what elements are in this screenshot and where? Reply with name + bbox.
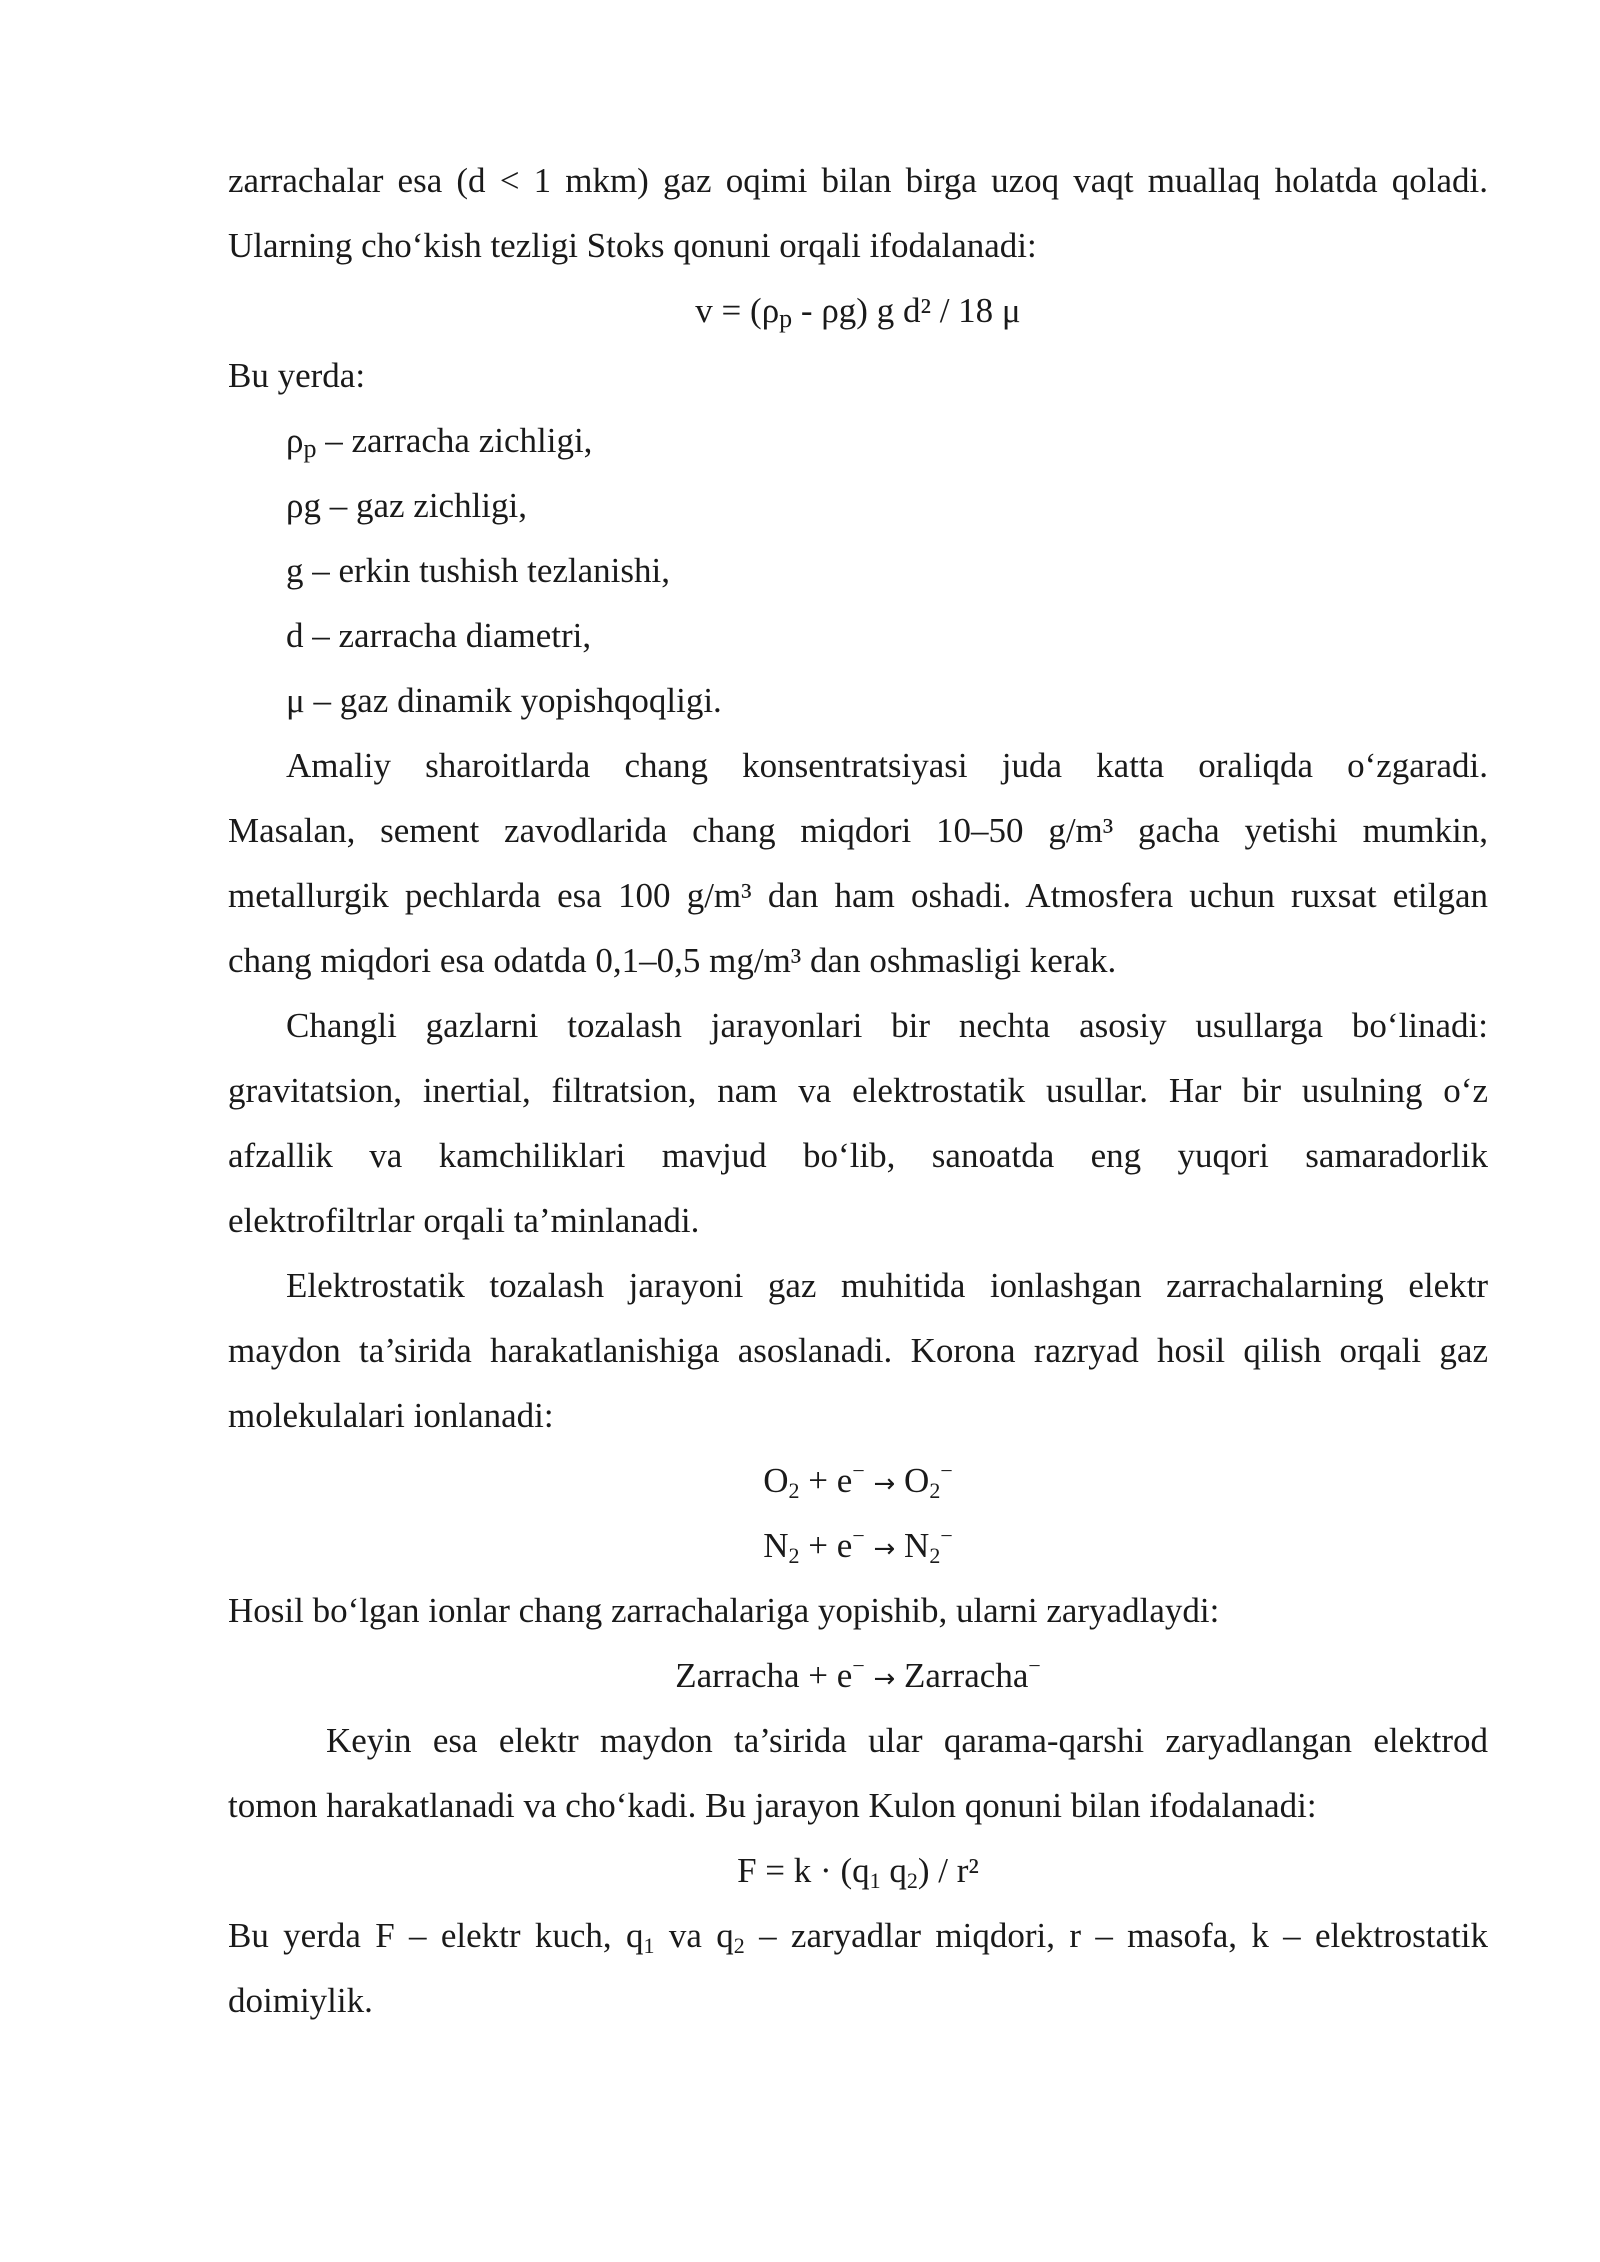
text-line: Bu yerda F – elektr kuch, $q_1$ va $q_2$ – zaryadlar miqdori, r – masofa, k – elektrostatik — [228, 1916, 1488, 1958]
stokes-formula: v = (ρp - ρg) g d² / 18 μ — [695, 291, 1021, 333]
paragraph — [228, 1253, 1488, 1448]
text-line: molekulalari ionlanadi: — [228, 1396, 554, 1435]
text-line: maydon ta’sirida harakatlanishiga asoslanadi. Korona razryad hosil qilish orqali gaz — [228, 1331, 1488, 1370]
definition-item: d – zarracha diametri, — [286, 616, 592, 655]
arrow-icon: → — [873, 1534, 896, 1564]
text-line: Hosil bo‘lgan ionlar chang zarrachalariga yopishib, ularni zaryadlaydi: — [228, 1591, 1220, 1630]
text-line: Elektrostatik tozalash jarayoni gaz muhitida ionlashgan zarrachalarning elektr — [286, 1266, 1488, 1305]
definition-item: ρp – zarracha zichligi, — [286, 421, 593, 463]
coulomb-formula: $F = k \cdot (q_1$ $q_2) / r^2$ — [737, 1851, 979, 1893]
definition-item: ρg – gaz zichligi, — [286, 486, 528, 525]
text-line: elektrofiltrlar orqali ta’minlanadi. — [228, 1201, 700, 1240]
text-line: zarrachalar esa (d < 1 mkm) gaz oqimi bilan birga uzoq vaqt muallaq holatda qoladi. — [228, 161, 1488, 200]
text-line: Amaliy sharoitlarda chang konsentratsiyasi juda katta oraliqda o‘zgaradi. — [286, 746, 1488, 785]
definition-item: g – erkin tushish tezlanishi, — [286, 551, 670, 590]
text-line: doimiylik. — [228, 1981, 373, 2020]
text-line: tomon harakatlanadi va cho‘kadi. Bu jarayon Kulon qonuni bilan ifodalanadi: — [228, 1786, 1317, 1825]
charging-equation: Zarracha + e− → Zarracha− — [675, 1653, 1041, 1695]
text-line: Bu yerda: — [228, 356, 366, 395]
ionization-equation-nitrogen: $N_2 + e^- \to N_2^-$ — [763, 1523, 953, 1568]
text-line: Keyin esa elektr maydon ta’sirida ular qarama-qarshi zaryadlangan elektrod — [326, 1721, 1488, 1760]
paragraph — [228, 993, 1488, 1253]
text-line: Ularning cho‘kish tezligi Stoks qonuni orqali ifodalanadi: — [228, 226, 1037, 265]
text-line: Changli gazlarni tozalash jarayonlari bir nechta asosiy usullarga bo‘linadi: — [286, 1006, 1488, 1045]
ionization-equation-oxygen: $O_2 + e^- \to O_2^-$ — [763, 1458, 953, 1503]
text-line: gravitatsion, inertial, filtratsion, nam va elektrostatik usullar. Har bir usulning o‘z — [228, 1071, 1488, 1110]
arrow-icon: → — [873, 1469, 896, 1499]
text-line: afzallik va kamchiliklari mavjud bo‘lib, sanoatda eng yuqori samaradorlik — [228, 1136, 1488, 1175]
text-line: chang miqdori esa odatda 0,1–0,5 mg/m³ dan oshmasligi kerak. — [228, 941, 1117, 980]
paragraph — [228, 733, 1488, 993]
text-line: Masalan, sement zavodlarida chang miqdori 10–50 g/m³ gacha yetishi mumkin, — [228, 811, 1488, 850]
text-line: metallurgik pechlarda esa 100 g/m³ dan ham oshadi. Atmosfera uchun ruxsat etilgan — [228, 876, 1488, 915]
definition-item: μ – gaz dinamik yopishqoqligi. — [286, 681, 722, 720]
arrow-icon: → — [873, 1664, 896, 1694]
paragraph — [228, 1708, 1488, 1838]
